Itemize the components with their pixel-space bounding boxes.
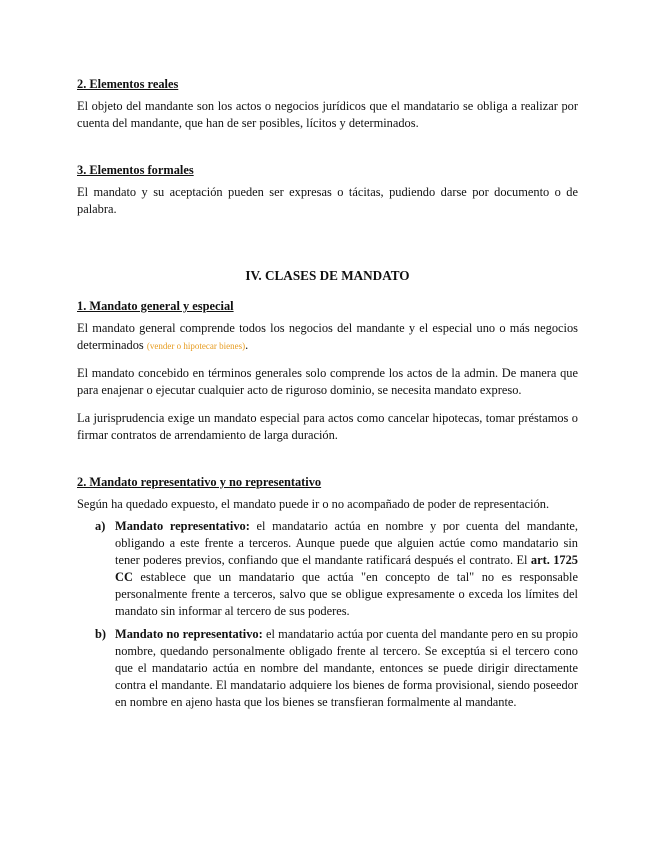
list-marker: b) [95,627,107,641]
list-text-continued: establece que un mandatario que actúa "en concepto de tal" no es responsable personalmente frente a terceros, salvo que se obligue expresamente o exceda los límites del mandato sin informar al tercero de sus poderes. [115,570,578,618]
list-term: Mandato representativo: [115,519,250,533]
paragraph-jurisprudencia: La jurisprudencia exige un mandato especial para actos como cancelar hipotecas, tomar préstamos o firmar contratos de arrendamiento de larga duración. [77,411,578,442]
list-item-no-representativo [95,626,578,711]
section-heading-elementos-reales: 2. Elementos reales [77,77,179,91]
chapter-title: IV. CLASES DE MANDATO [245,268,410,283]
paragraph-elementos-formales: El mandato y su aceptación pueden ser expresas o tácitas, pudiendo darse por documento o de palabra. [77,185,578,216]
list-marker: a) [95,519,106,533]
paragraph-terminos-generales: El mandato concebido en términos generales solo comprende los actos de la admin. De manera que para enajenar o ejecutar cualquier acto de riguroso dominio, se necesita mandato expreso. [77,366,578,397]
list-text: el mandatario actúa por cuenta del mandante pero en su propio nombre, quedando personalmente obligado frente al tercero. Se exceptúa si el tercero cono que el mandatario actúa en nombre del mandante, entonces se puede dirigir directamente contra el mandante. El mandatario adquiere los bienes de forma provisional, siendo poseedor en nombre en ajeno hasta que los bienes se transfieran formalmente al mandante. [115,627,578,709]
list-text: el mandatario actúa en nombre y por cuenta del mandante, obligando a este frente a terceros. Aunque puede que alguien actúe como mandatario sin tener poderes previos, confiando que el mandante ratificará después el contrato. El [115,519,578,567]
paragraph-elementos-reales: El objeto del mandante son los actos o negocios jurídicos que el mandatario se obliga a realizar por cuenta del mandante, que han de ser posibles, lícitos y determinados. [77,99,578,130]
list-term: Mandato no representativo: [115,627,263,641]
highlighted-note: (vender o hipotecar bienes) [146,341,246,351]
paragraph-intro-representacion: Según ha quedado expuesto, el mandato puede ir o no acompañado de poder de representación. [77,497,550,511]
section-heading-representativo: 2. Mandato representativo y no representativo [77,475,322,489]
paragraph-general-especial [77,320,578,355]
paragraph-text: El mandato general comprende todos los negocios del mandante y el especial uno o más negocios determinados [77,321,578,352]
section-heading-elementos-formales: 3. Elementos formales [77,163,194,177]
article-reference: art. 1725 CC [115,553,578,584]
section-heading-general-especial: 1. Mandato general y especial [77,299,234,313]
list-item-representativo [95,518,578,620]
paragraph-end: . [245,338,249,352]
